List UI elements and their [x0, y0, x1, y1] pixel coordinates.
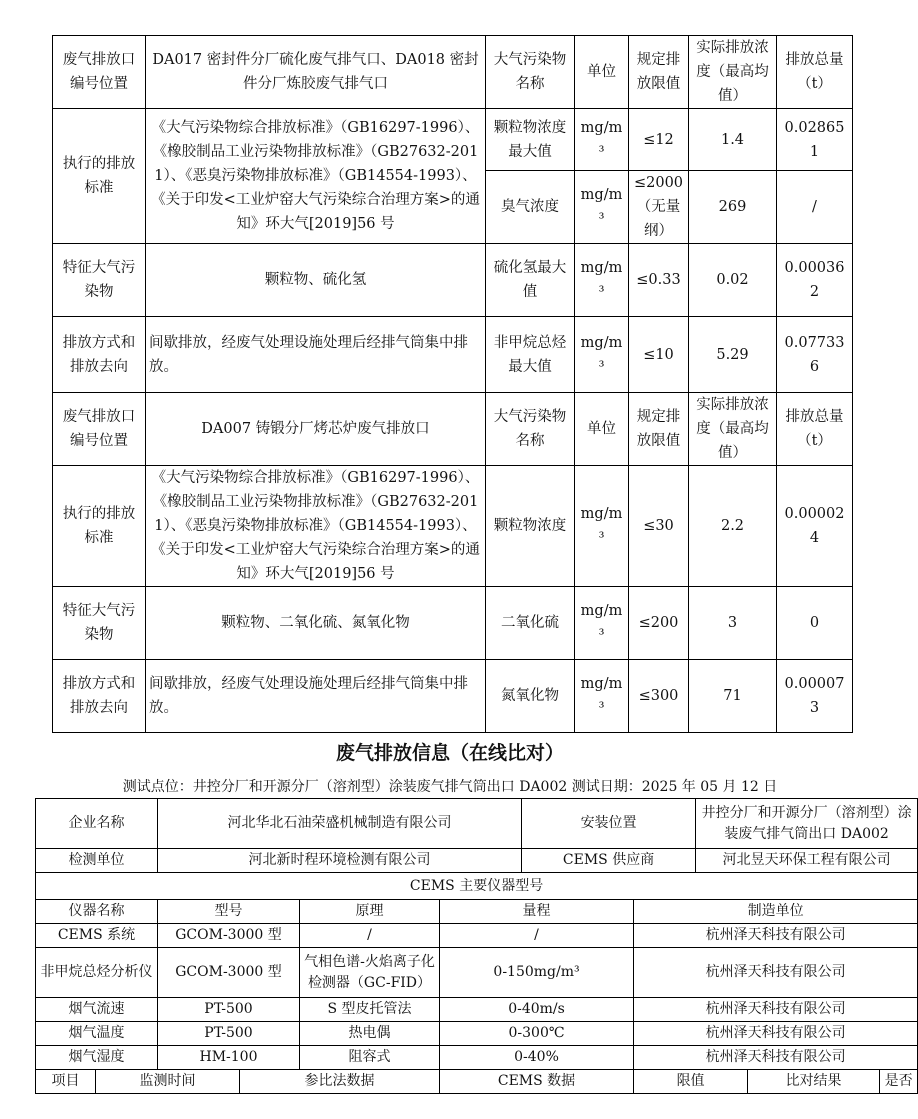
pollutant-header: 大气污染物名称: [486, 36, 575, 109]
total-header: 排放总量（t）: [777, 36, 853, 109]
method-label: 排放方式和排放去向: [53, 317, 146, 393]
method-label: 排放方式和排放去向: [53, 660, 146, 733]
instruments-title: CEMS 主要仪器型号: [36, 873, 918, 900]
standard-label: 执行的排放标准: [53, 109, 146, 244]
limit: ≤2000（无量纲）: [629, 171, 689, 244]
limit-header: 规定排放限值: [629, 36, 689, 109]
cems-table: [35, 798, 918, 1094]
instr-principle: S 型皮托管法: [300, 998, 440, 1022]
table-row: [36, 799, 918, 849]
instr-range: /: [440, 924, 634, 948]
table-row: [53, 36, 853, 109]
instr-model: PT-500: [158, 998, 300, 1022]
instr-range: 0-40m/s: [440, 998, 634, 1022]
instr-range: 0-300℃: [440, 1022, 634, 1046]
pollutant: 非甲烷总烃最大值: [486, 317, 575, 393]
limit: ≤10: [629, 317, 689, 393]
bottom-header: 是否: [880, 1070, 918, 1094]
instr-header: 仪器名称: [36, 900, 158, 924]
instr-name: 非甲烷总烃分析仪: [36, 948, 158, 998]
section-title: 废气排放信息（在线比对）: [335, 742, 564, 764]
actual-header: 实际排放浓度（最高均值）: [689, 36, 777, 109]
table-row: [36, 849, 918, 873]
instr-name: CEMS 系统: [36, 924, 158, 948]
table-row: [53, 466, 853, 587]
standard-label: 执行的排放标准: [53, 466, 146, 587]
actual: 1.4: [689, 109, 777, 171]
pollutant: 二氧化硫: [486, 587, 575, 660]
bottom-header: 限值: [634, 1070, 748, 1094]
total: 0.077336: [777, 317, 853, 393]
test-meta: 测试点位：井控分厂和开源分厂（溶剂型）涂装废气排气筒出口 DA002 测试日期：2025 年 05 月 12 日: [122, 779, 778, 795]
actual: 2.2: [689, 466, 777, 587]
instr-range: 0-150mg/m³: [440, 948, 634, 998]
total: 0.028651: [777, 109, 853, 171]
table-row: [36, 1046, 918, 1070]
instr-model: HM-100: [158, 1046, 300, 1070]
table-row: [53, 393, 853, 466]
actual: 71: [689, 660, 777, 733]
instr-header: 量程: [440, 900, 634, 924]
table-row: [36, 1070, 918, 1094]
instr-header: 型号: [158, 900, 300, 924]
table-row: [53, 660, 853, 733]
actual: 3: [689, 587, 777, 660]
unit: mg/m³: [575, 466, 629, 587]
instr-maker: 杭州泽天科技有限公司: [634, 948, 918, 998]
outlet-value: DA007 铸锻分厂烤芯炉废气排放口: [146, 393, 486, 466]
pollutant-header: 大气污染物名称: [486, 393, 575, 466]
total: 0.000024: [777, 466, 853, 587]
install-label: 安装位置: [522, 799, 696, 849]
table-row: [53, 109, 853, 171]
unit: mg/m³: [575, 660, 629, 733]
instr-header: 原理: [300, 900, 440, 924]
total: 0: [777, 587, 853, 660]
install-value: 井控分厂和开源分厂（溶剂型）涂装废气排气筒出口 DA002: [696, 799, 918, 849]
instr-model: PT-500: [158, 1022, 300, 1046]
total: /: [777, 171, 853, 244]
table-row: [36, 1022, 918, 1046]
actual-header: 实际排放浓度（最高均值）: [689, 393, 777, 466]
feature-label: 特征大气污染物: [53, 244, 146, 317]
table-row: [53, 244, 853, 317]
instr-maker: 杭州泽天科技有限公司: [634, 1046, 918, 1070]
unit: mg/m³: [575, 317, 629, 393]
instr-maker: 杭州泽天科技有限公司: [634, 998, 918, 1022]
table-row: [36, 948, 918, 998]
test-unit-value: 河北新时程环境检测有限公司: [158, 849, 522, 873]
feature-label: 特征大气污染物: [53, 587, 146, 660]
feature-value: 颗粒物、二氧化硫、氮氧化物: [146, 587, 486, 660]
limit: ≤0.33: [629, 244, 689, 317]
standard-text: 《大气污染物综合排放标准》（GB16297-1996）、《橡胶制品工业污染物排放标准》（GB27632-2011）、《恶臭污染物排放标准》（GB14554-1993）、《关于印发<工业炉窑大气污染综合治理方案>的通知》环大气[2019]56 号: [146, 109, 486, 244]
instr-maker: 杭州泽天科技有限公司: [634, 1022, 918, 1046]
bottom-header: 项目: [36, 1070, 96, 1094]
supplier-value: 河北昱天环保工程有限公司: [696, 849, 918, 873]
feature-value: 颗粒物、硫化氢: [146, 244, 486, 317]
pollutant: 氮氧化物: [486, 660, 575, 733]
table-row: [36, 900, 918, 924]
bottom-header: 比对结果: [748, 1070, 880, 1094]
outlet-value: DA017 密封件分厂硫化废气排气口、DA018 密封件分厂炼胶废气排气口: [146, 36, 486, 109]
instr-name: 烟气流速: [36, 998, 158, 1022]
actual: 0.02: [689, 244, 777, 317]
instr-maker: 杭州泽天科技有限公司: [634, 924, 918, 948]
table-row: [36, 924, 918, 948]
method-value: 间歇排放，经废气处理设施处理后经排气筒集中排放。: [146, 317, 486, 393]
supplier-label: CEMS 供应商: [522, 849, 696, 873]
emission-table: [52, 35, 853, 733]
actual: 5.29: [689, 317, 777, 393]
table-row: [53, 587, 853, 660]
instr-header: 制造单位: [634, 900, 918, 924]
outlet-label: 废气排放口编号位置: [53, 393, 146, 466]
limit-header: 规定排放限值: [629, 393, 689, 466]
table-row: [36, 873, 918, 900]
unit: mg/m³: [575, 244, 629, 317]
instr-name: 烟气温度: [36, 1022, 158, 1046]
unit: mg/m³: [575, 171, 629, 244]
instr-principle: 气相色谱-火焰离子化检测器（GC-FID）: [300, 948, 440, 998]
actual: 269: [689, 171, 777, 244]
limit: ≤200: [629, 587, 689, 660]
bottom-header: 监测时间: [96, 1070, 240, 1094]
instr-principle: /: [300, 924, 440, 948]
standard-text: 《大气污染物综合排放标准》（GB16297-1996）、《橡胶制品工业污染物排放标准》（GB27632-2011）、《恶臭污染物排放标准》（GB14554-1993）、《关于印发<工业炉窑大气污染综合治理方案>的通知》环大气[2019]56 号: [146, 466, 486, 587]
pollutant: 硫化氢最大值: [486, 244, 575, 317]
unit-header: 单位: [575, 36, 629, 109]
instr-model: GCOM-3000 型: [158, 948, 300, 998]
instr-principle: 阻容式: [300, 1046, 440, 1070]
limit: ≤300: [629, 660, 689, 733]
test-unit-label: 检测单位: [36, 849, 158, 873]
outlet-label: 废气排放口编号位置: [53, 36, 146, 109]
total: 0.000362: [777, 244, 853, 317]
instr-name: 烟气湿度: [36, 1046, 158, 1070]
bottom-header: CEMS 数据: [440, 1070, 634, 1094]
bottom-header: 参比法数据: [240, 1070, 440, 1094]
limit: ≤12: [629, 109, 689, 171]
instr-range: 0-40%: [440, 1046, 634, 1070]
total-header: 排放总量（t）: [777, 393, 853, 466]
method-value: 间歇排放，经废气处理设施处理后经排气筒集中排放。: [146, 660, 486, 733]
limit: ≤30: [629, 466, 689, 587]
table-row: [36, 998, 918, 1022]
total: 0.000073: [777, 660, 853, 733]
instr-model: GCOM-3000 型: [158, 924, 300, 948]
pollutant: 臭气浓度: [486, 171, 575, 244]
unit: mg/m³: [575, 587, 629, 660]
company-label: 企业名称: [36, 799, 158, 849]
instr-principle: 热电偶: [300, 1022, 440, 1046]
pollutant: 颗粒物浓度最大值: [486, 109, 575, 171]
unit: mg/m³: [575, 109, 629, 171]
pollutant: 颗粒物浓度: [486, 466, 575, 587]
unit-header: 单位: [575, 393, 629, 466]
company-value: 河北华北石油荣盛机械制造有限公司: [158, 799, 522, 849]
table-row: [53, 317, 853, 393]
